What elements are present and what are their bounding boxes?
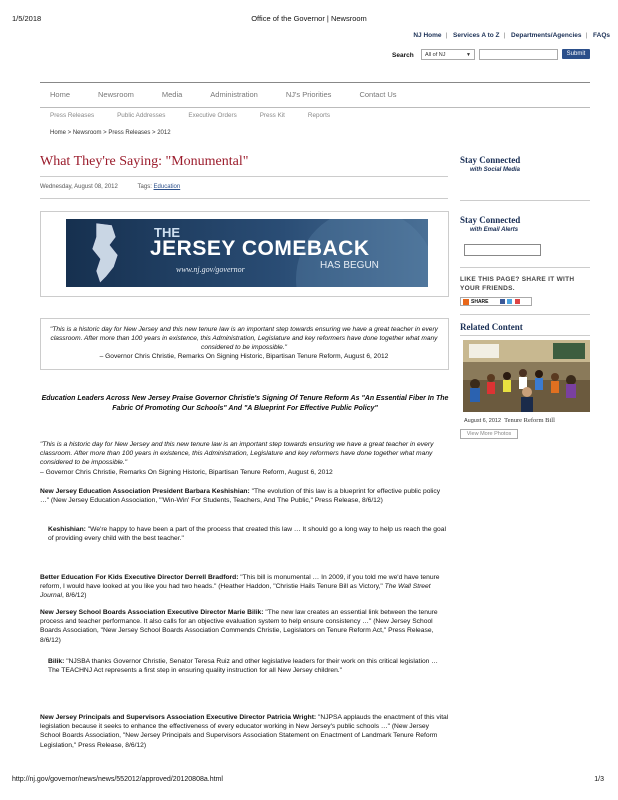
related-content-title: Related Content xyxy=(460,322,523,332)
banner-line3: HAS BEGUN xyxy=(320,260,379,271)
paragraph-lead: New Jersey Education Association President Barbara Keshishian: xyxy=(40,488,250,495)
chevron-down-icon: ▼ xyxy=(466,52,471,58)
paragraph-bradford xyxy=(40,573,450,601)
paragraph-text: "We're happy to have been a part of the process that created this law … It should go a long way to help us reach the goal of providing every child with the best teacher." xyxy=(48,526,446,543)
article-meta xyxy=(40,184,180,190)
search-scope-select[interactable] xyxy=(421,49,475,60)
title-rule xyxy=(40,176,448,177)
paragraph-lead: Keshishian: xyxy=(48,526,86,533)
main-nav-newsroom[interactable]: Newsroom xyxy=(98,90,134,99)
print-title: Office of the Governor | Newsroom xyxy=(251,14,367,23)
top-nav-services[interactable]: Services A to Z xyxy=(453,32,500,39)
stay-connected-social-title[interactable]: Stay Connected xyxy=(460,155,521,165)
main-nav-administration[interactable]: Administration xyxy=(210,90,258,99)
stay-connected-social-sub[interactable]: with Social Media xyxy=(470,167,521,173)
main-nav-media[interactable]: Media xyxy=(161,90,183,99)
paragraph-source: The Wall Street Journal xyxy=(40,583,431,600)
sub-nav-public-addresses[interactable]: Public Addresses xyxy=(117,112,166,119)
share-icon xyxy=(463,299,469,305)
page-title: What They're Saying: "Monumental" xyxy=(40,154,249,169)
top-nav-departments[interactable]: Departments/Agencies xyxy=(511,32,582,39)
paragraph-lead: New Jersey Principals and Supervisors Association Executive Director Patricia Wright: xyxy=(40,714,317,721)
quote-repeat: "This is a historic day for New Jersey and this new tenure law is an important step towards ensuring we have a great teacher in every classroom. After more than 100 years in existence, this Administration, Legislature and key reformers have done together what many considered to be impossible." xyxy=(40,441,434,467)
related-caption-text: Tenure Reform Bill xyxy=(504,417,555,424)
share-button[interactable] xyxy=(460,297,532,306)
paragraph-bilik-2 xyxy=(48,657,448,675)
tag-link[interactable]: Education xyxy=(153,184,181,190)
search-input[interactable] xyxy=(479,49,558,60)
search-scope-value: All of NJ xyxy=(425,52,446,58)
paragraph-text: "NJPSA applauds the enactment of this vital legislation because it seeks to enhance the effectiveness of every educator working in New Jersey's public schools …" (New Jersey School Boards Association, "New Jersey Principals and Supervisors Association Statement on Enactment of Landmark Tenure Reform Legislation," Press Release, 8/6/12) xyxy=(40,714,449,749)
submit-button[interactable]: Submit xyxy=(562,49,590,59)
email-icon xyxy=(515,299,520,304)
facebook-icon xyxy=(500,299,505,304)
email-alert-input[interactable] xyxy=(464,244,541,256)
paragraph-lead: Bilik: xyxy=(48,658,65,665)
footer-url: http://nj.gov/governor/news/news/552012/approved/20120808a.html xyxy=(12,776,223,783)
sub-nav-reports[interactable]: Reports xyxy=(307,112,330,119)
main-nav-contact[interactable]: Contact Us xyxy=(359,90,397,99)
paragraph-keshishian-2 xyxy=(48,525,448,543)
breadcrumb[interactable]: Home > Newsroom > Press Releases > 2012 xyxy=(50,130,171,136)
sub-nav xyxy=(40,112,343,119)
paragraph-text: "The evolution of this law is a blueprint for effective public policy …" (New Jersey Education Association, "'Win-Win' For Students, Teachers, And The Public," Press Release, 8/6/12) xyxy=(40,488,441,505)
meta-rule xyxy=(40,198,448,199)
main-nav-home[interactable]: Home xyxy=(50,90,71,99)
paragraph-lead: Better Education For Kids Executive Director Derrell Bradford: xyxy=(40,574,239,581)
banner-url: www.nj.gov/governor xyxy=(176,265,245,274)
paragraph-end: , 8/6/12) xyxy=(61,592,87,600)
sidebar-rule-1 xyxy=(460,200,590,201)
twitter-icon xyxy=(507,299,512,304)
classroom-photo-image xyxy=(463,340,590,412)
like-share-text: LIKE THIS PAGE? SHARE IT WITH YOUR FRIENDS. xyxy=(460,276,575,292)
quote-repeat-attribution: – Governor Chris Christie, Remarks On Signing Historic, Bipartisan Tenure Reform, August 6, 2012 xyxy=(40,469,333,476)
top-nav: NJ Home | Services A to Z | Departments/Agencies | FAQs xyxy=(413,32,610,39)
top-nav-faqs[interactable]: FAQs xyxy=(593,32,610,39)
sidebar-rule-3 xyxy=(460,314,590,315)
search-label: Search xyxy=(392,52,414,59)
paragraph-keshishian xyxy=(40,487,450,505)
banner-line2: JERSEY COMEBACK xyxy=(150,237,370,260)
paragraph-text: "The new law creates an essential link between the tenure process and teacher performance. It also calls for an objective evaluation system to help ensure consistency …" (New Jersey School Boards Association, "New Jersey School Boards Association Commends Christie, Legislators on Tenure Reform Act," Press Release, 8/6/12) xyxy=(40,609,438,644)
related-date: August 6, 2012 xyxy=(464,418,502,424)
stay-connected-email-sub[interactable]: with Email Alerts xyxy=(470,227,519,233)
sidebar-rule-2 xyxy=(460,267,590,268)
jersey-comeback-banner[interactable] xyxy=(66,219,428,287)
top-nav-nj-home[interactable]: NJ Home xyxy=(413,32,442,39)
related-caption[interactable] xyxy=(464,417,555,424)
related-photo[interactable] xyxy=(463,340,590,412)
tags-label: Tags: xyxy=(137,184,152,190)
paragraph-bilik xyxy=(40,608,450,645)
sub-nav-press-kit[interactable]: Press Kit xyxy=(259,112,285,119)
sub-nav-executive-orders[interactable]: Executive Orders xyxy=(188,112,237,119)
print-date: 1/5/2018 xyxy=(12,14,42,23)
nav-bottom-rule xyxy=(40,107,590,108)
main-nav xyxy=(40,90,590,108)
banner-line1: THE xyxy=(154,225,180,240)
pull-quote-attribution: – Governor Chris Christie, Remarks On Signing Historic, Bipartisan Tenure Reform, August 6, 2012 xyxy=(99,353,389,360)
pull-quote: "This is a historic day for New Jersey and this new tenure law is an important step towards ensuring we have a great teacher in every classroom. After more than 100 years in existence, this Administration, Legislature and key reformers have done together what many considered to be impossible." xyxy=(50,326,438,351)
footer-page-number: 1/3 xyxy=(594,776,604,783)
article-date: Wednesday, August 08, 2012 xyxy=(40,184,118,190)
article-headline: Education Leaders Across New Jersey Praise Governor Christie's Signing Of Tenure Reform As "An Essential Fiber In The Fabric Of Promoting Our Schools" And "A Blueprint For Effective Public Policy" xyxy=(41,395,449,412)
view-more-photos-button[interactable]: View More Photos xyxy=(460,429,518,439)
sub-nav-press-releases[interactable]: Press Releases xyxy=(50,112,95,119)
paragraph-lead: New Jersey School Boards Association Executive Director Marie Bilik: xyxy=(40,609,264,616)
nav-top-rule xyxy=(40,82,590,83)
paragraph-text: "This bill is monumental … In 2009, if you told me we'd have tenure reform, I would have looked at you like you had two heads." (Heather Haddon, "Christie Hails Tenure Bill as Victory," xyxy=(40,574,440,591)
paragraph-text: "NJSBA thanks Governor Christie, Senator Teresa Ruiz and other legislative leaders for their work on this critical legislation … The TEACHNJ Act represents a first step in ensuring quality instruction for all New Jersey children." xyxy=(48,658,438,675)
stay-connected-email-title[interactable]: Stay Connected xyxy=(460,215,521,225)
sidebar-rule-4 xyxy=(460,335,590,336)
main-nav-priorities[interactable]: NJ's Priorities xyxy=(285,90,332,99)
share-label: SHARE xyxy=(471,299,489,305)
paragraph-wright xyxy=(40,713,450,750)
